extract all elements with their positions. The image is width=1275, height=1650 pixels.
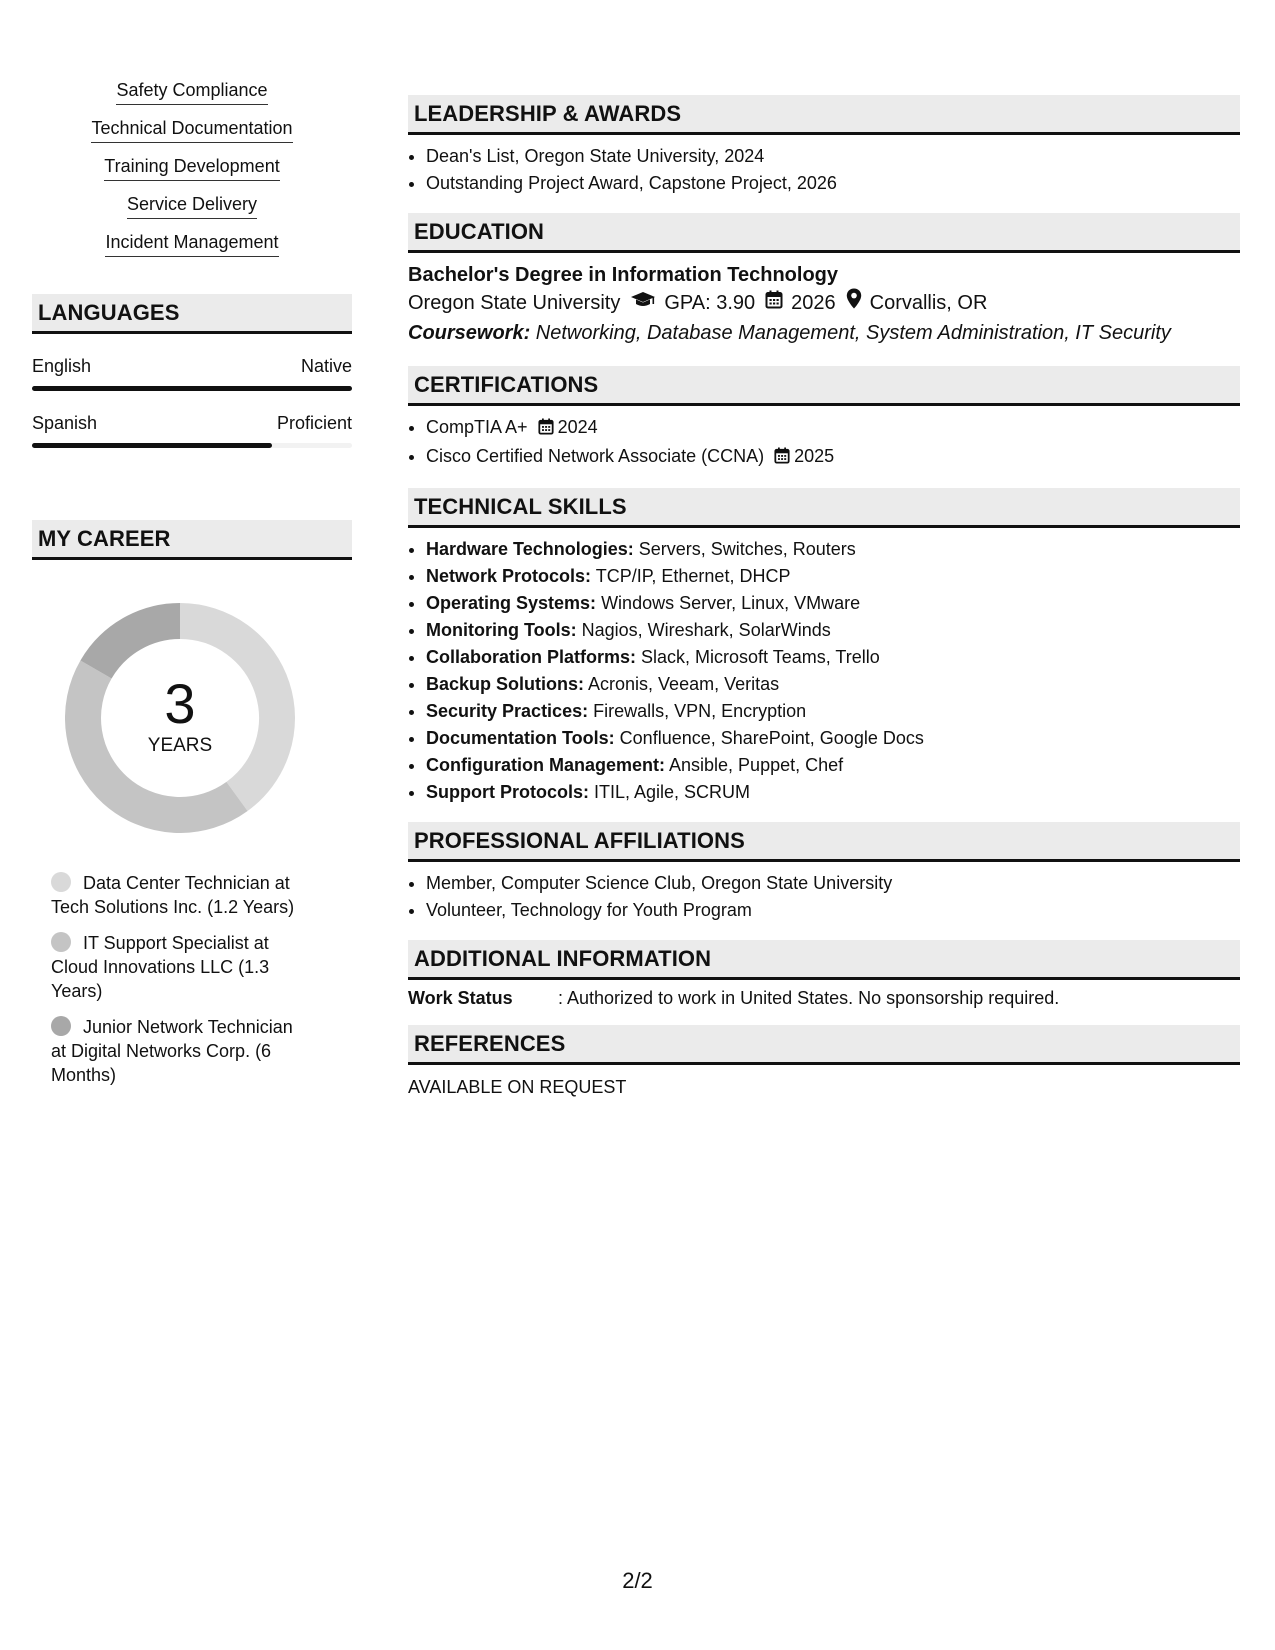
list-item: • Outstanding Project Award, Capstone Project, 2026 <box>426 170 1240 197</box>
skill-label: Operating Systems: <box>426 593 597 613</box>
work-status-row <box>408 988 1240 1009</box>
career-donut <box>65 603 295 833</box>
certifications-list <box>408 414 1240 472</box>
cert-year: 2024 <box>557 417 598 437</box>
work-status-label: Work Status <box>408 988 513 1008</box>
skill-label: Security Practices: <box>426 701 589 721</box>
skill-label: Documentation Tools: <box>426 728 615 748</box>
list-item <box>426 617 1240 644</box>
legend-dot-icon <box>51 872 71 892</box>
skill-label: Backup Solutions: <box>426 674 585 694</box>
language-level: Proficient <box>276 413 352 433</box>
calendar-icon <box>538 416 554 443</box>
career-item <box>51 931 311 1003</box>
skill-value: Windows Server, Linux, VMware <box>596 593 861 613</box>
graduation-year: 2026 <box>791 292 836 314</box>
career-total-number: 3 <box>164 672 196 735</box>
certifications-heading: CERTIFICATIONS <box>408 366 1240 406</box>
work-status-value: : Authorized to work in United States. No sponsorship required. <box>558 988 1060 1008</box>
degree-title: Bachelor's Degree in Information Technology <box>408 264 839 286</box>
career-item-text: Junior Network Technician at Digital Networks Corp. (6 Months) <box>51 1017 293 1085</box>
list-item: • Member, Computer Science Club, Oregon State University <box>426 870 1240 897</box>
certifications-section <box>408 366 1240 472</box>
skill-tag: Incident Management <box>105 230 278 257</box>
skill-value: ITIL, Agile, SCRUM <box>589 782 751 802</box>
list-item: • Dean's List, Oregon State University, 2024 <box>426 143 1240 170</box>
references-text: AVAILABLE ON REQUEST <box>408 1077 627 1097</box>
education-heading: EDUCATION <box>408 213 1240 253</box>
list-item: • Volunteer, Technology for Youth Program <box>426 897 1240 924</box>
left-column <box>32 78 352 1099</box>
list-item <box>426 671 1240 698</box>
list-item <box>426 698 1240 725</box>
skill-label: Network Protocols: <box>426 566 592 586</box>
skill-label: Hardware Technologies: <box>426 539 634 559</box>
calendar-icon <box>774 445 790 472</box>
list-item <box>426 779 1240 806</box>
technical-skills-section <box>408 488 1240 806</box>
languages-heading: LANGUAGES <box>32 294 352 334</box>
list-item <box>426 536 1240 563</box>
school-name: Oregon State University <box>408 292 621 314</box>
leadership-heading: LEADERSHIP & AWARDS <box>408 95 1240 135</box>
affiliations-list <box>408 870 1240 924</box>
skill-value: Confluence, SharePoint, Google Docs <box>614 728 924 748</box>
skill-value: Ansible, Puppet, Chef <box>665 755 844 775</box>
languages-section <box>32 294 352 448</box>
career-item-text: IT Support Specialist at Cloud Innovations LLC (1.3 Years) <box>51 933 270 1001</box>
skill-tag: Training Development <box>104 154 279 181</box>
coursework-list: Networking, Database Management, System Administration, IT Security <box>530 322 1171 344</box>
career-item <box>51 871 311 919</box>
career-total-unit: YEARS <box>147 735 213 756</box>
education-meta <box>408 288 1240 318</box>
skill-label: Configuration Management: <box>426 755 665 775</box>
legend-dot-icon <box>51 932 71 952</box>
additional-info-section <box>408 940 1240 1009</box>
skill-tag: Service Delivery <box>127 192 257 219</box>
right-column <box>408 95 1240 1098</box>
cert-name: Cisco Certified Network Associate (CCNA) <box>426 446 765 466</box>
school-location: Corvallis, OR <box>869 292 988 314</box>
page-number: 2/2 <box>622 1568 653 1593</box>
language-bar-fill <box>32 386 352 391</box>
skill-value: TCP/IP, Ethernet, DHCP <box>591 566 791 586</box>
list-item <box>426 725 1240 752</box>
language-bar <box>32 443 352 448</box>
references-section <box>408 1025 1240 1098</box>
skill-label: Support Protocols: <box>426 782 589 802</box>
language-bar-fill <box>32 443 272 448</box>
gpa: GPA: 3.90 <box>664 292 756 314</box>
donut-segment <box>96 621 180 670</box>
leadership-section <box>408 95 1240 197</box>
list-item <box>426 590 1240 617</box>
skill-label: Monitoring Tools: <box>426 620 577 640</box>
skill-value: Slack, Microsoft Teams, Trello <box>636 647 880 667</box>
list-item <box>426 752 1240 779</box>
skill-label: Collaboration Platforms: <box>426 647 637 667</box>
additional-info-heading: ADDITIONAL INFORMATION <box>408 940 1240 980</box>
list-item <box>426 443 1240 472</box>
career-section <box>32 520 352 1087</box>
skill-tag: Safety Compliance <box>116 78 267 105</box>
skill-tag: Technical Documentation <box>91 116 292 143</box>
career-heading: MY CAREER <box>32 520 352 560</box>
technical-skills-list <box>408 536 1240 806</box>
list-item <box>426 563 1240 590</box>
legend-dot-icon <box>51 1016 71 1036</box>
career-item-text: Data Center Technician at Tech Solutions Inc. (1.2 Years) <box>51 873 295 917</box>
leadership-list <box>408 143 1240 197</box>
skill-value: Servers, Switches, Routers <box>633 539 856 559</box>
affiliations-section <box>408 822 1240 924</box>
affiliations-heading: PROFESSIONAL AFFILIATIONS <box>408 822 1240 862</box>
education-section <box>408 213 1240 348</box>
list-item <box>426 644 1240 671</box>
technical-skills-heading: TECHNICAL SKILLS <box>408 488 1240 528</box>
calendar-icon <box>765 288 783 318</box>
language-item <box>32 356 352 391</box>
skill-value: Nagios, Wireshark, SolarWinds <box>576 620 831 640</box>
references-heading: REFERENCES <box>408 1025 1240 1065</box>
graduation-cap-icon <box>630 288 656 318</box>
skill-value: Acronis, Veeam, Veritas <box>584 674 780 694</box>
list-item <box>426 414 1240 443</box>
language-item <box>32 413 352 448</box>
cert-name: CompTIA A+ <box>426 417 528 437</box>
coursework <box>408 318 1240 348</box>
coursework-label: Coursework: <box>408 322 531 344</box>
career-item <box>51 1015 311 1087</box>
career-legend <box>51 871 311 1087</box>
language-bar <box>32 386 352 391</box>
language-name: English <box>32 356 92 376</box>
skill-tags <box>32 78 352 257</box>
location-pin-icon <box>846 288 862 318</box>
language-name: Spanish <box>32 413 98 433</box>
language-level: Native <box>300 356 352 376</box>
skill-value: Firewalls, VPN, Encryption <box>588 701 807 721</box>
cert-year: 2025 <box>794 446 835 466</box>
